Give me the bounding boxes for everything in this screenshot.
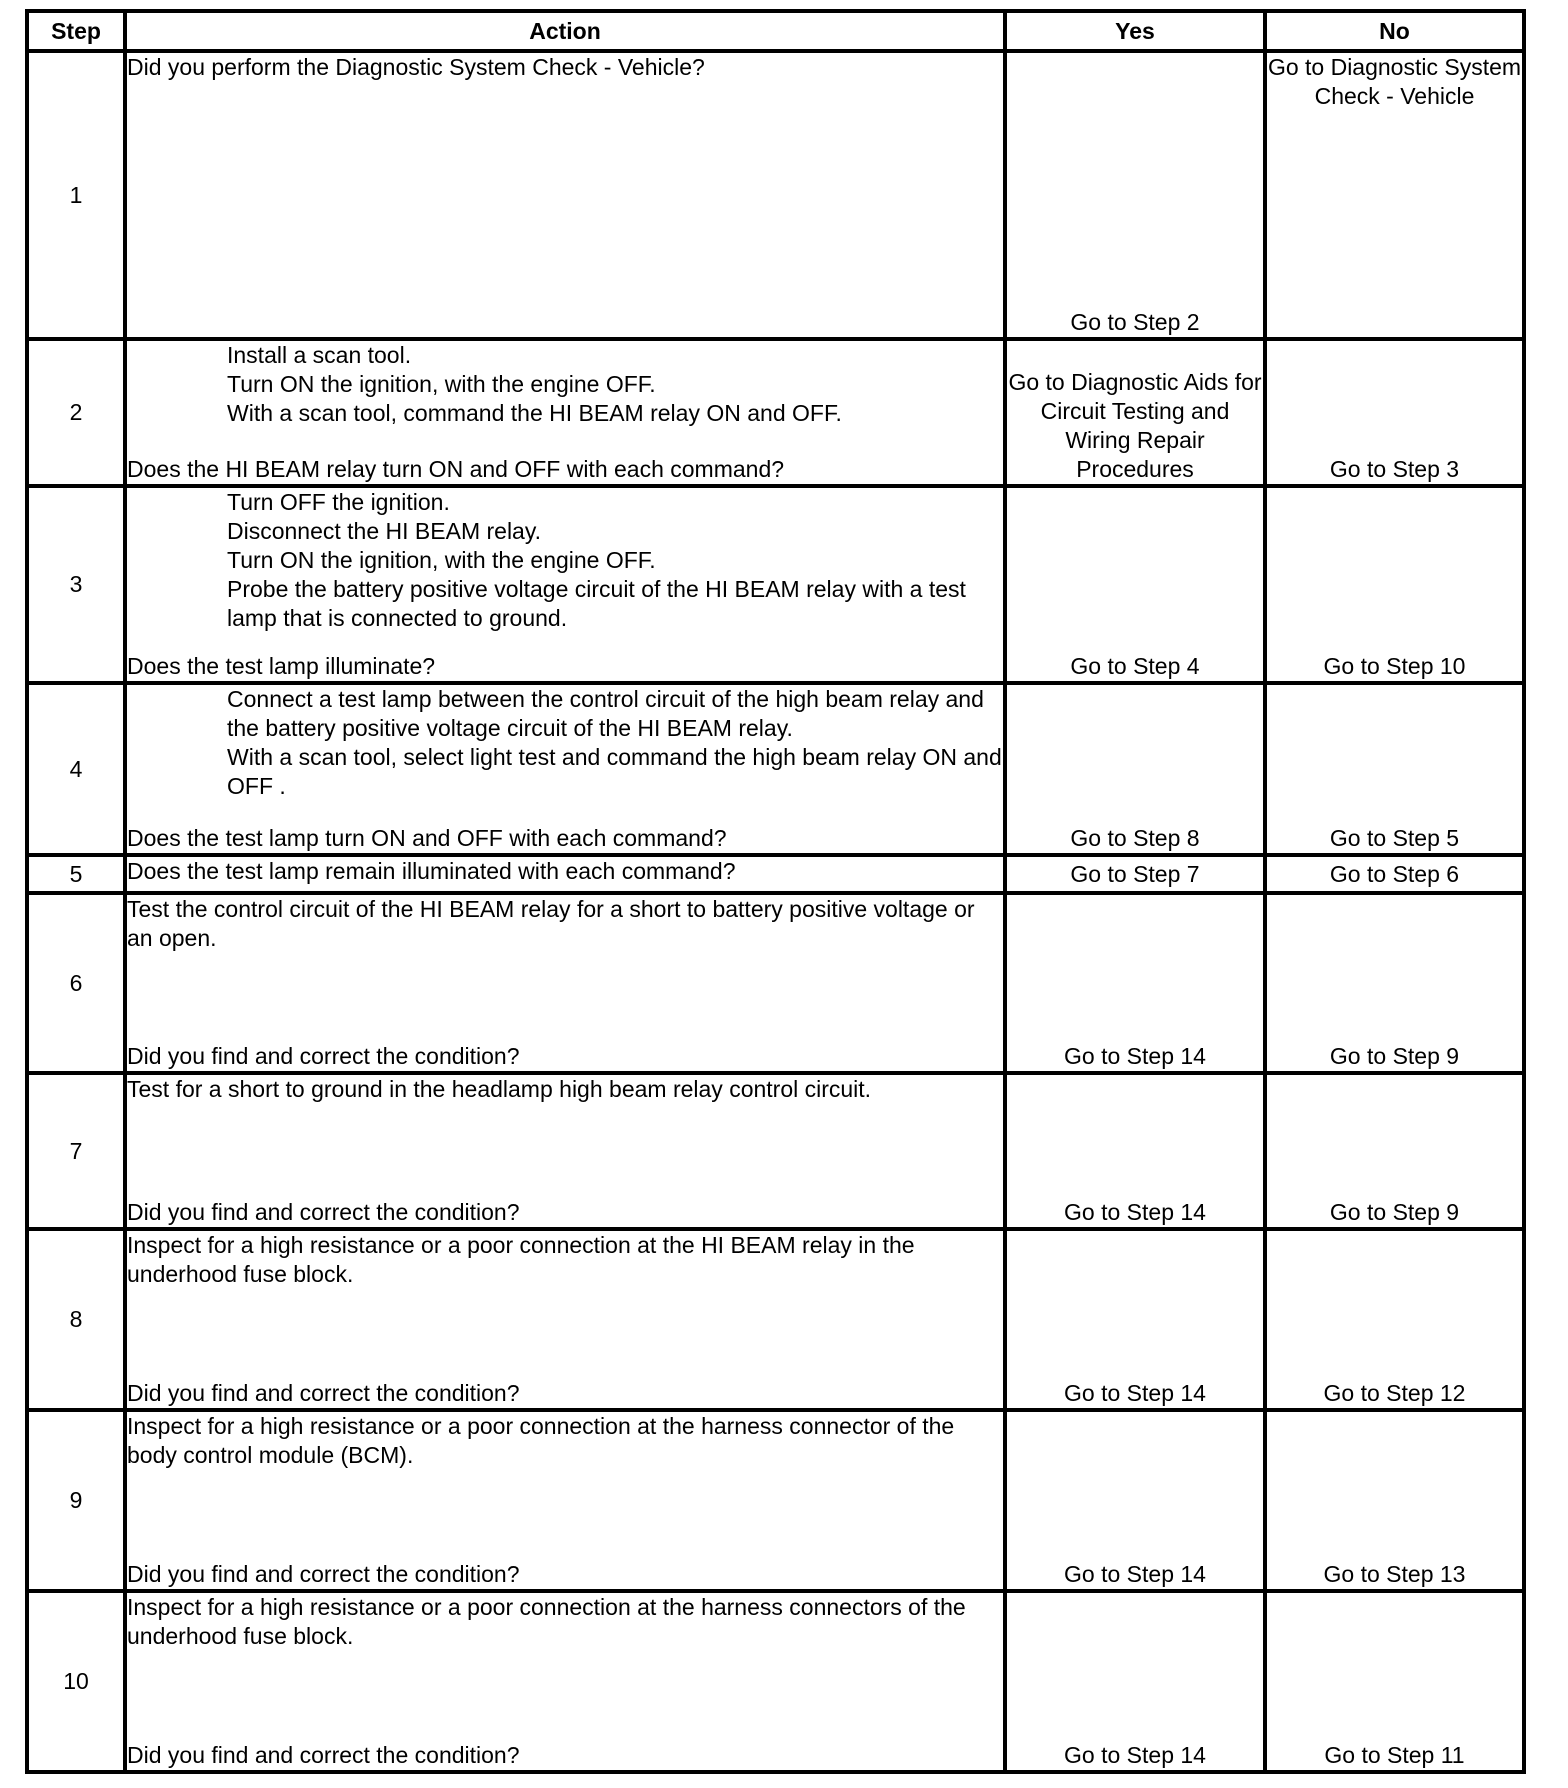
action-cell (125, 51, 1005, 339)
action-line: Disconnect the HI BEAM relay. (227, 518, 542, 544)
action-cell (125, 1591, 1005, 1772)
action-content (127, 488, 1003, 681)
action-text: Inspect for a high resistance or a poor connection at the harness connectors of the underhood fuse block. (127, 1594, 966, 1649)
action-cell (125, 683, 1005, 855)
action-line: Probe the battery positive voltage circuit of the HI BEAM relay with a test lamp that is connected to ground. (227, 576, 966, 631)
step-number: 4 (27, 683, 125, 855)
no-result: Go to Step 11 (1265, 1591, 1524, 1772)
table-row (27, 1410, 1524, 1591)
action-question: Did you find and correct the condition? (127, 1043, 520, 1069)
action-question: Did you find and correct the condition? (127, 1199, 520, 1225)
action-cell (125, 339, 1005, 486)
action-text: Did you perform the Diagnostic System Check - Vehicle? (127, 54, 705, 80)
no-result: Go to Step 3 (1265, 339, 1524, 486)
action-question: Does the test lamp illuminate? (127, 653, 436, 679)
yes-result: Go to Step 2 (1005, 51, 1265, 339)
table-row (27, 339, 1524, 486)
action-line: With a scan tool, select light test and command the high beam relay ON and OFF . (227, 744, 1002, 799)
table-row (27, 486, 1524, 683)
action-question: Does the test lamp turn ON and OFF with each command? (127, 825, 727, 851)
step-number: 10 (27, 1591, 125, 1772)
table-row (27, 1229, 1524, 1410)
action-content (127, 1231, 1003, 1408)
action-content (127, 1075, 1003, 1227)
step-number: 1 (27, 51, 125, 339)
header-action: Action (125, 11, 1005, 51)
action-text: Test the control circuit of the HI BEAM relay for a short to battery positive voltage or an open. (127, 896, 975, 951)
diagnostic-table (25, 9, 1526, 1774)
table-row (27, 893, 1524, 1073)
yes-result: Go to Step 14 (1005, 1073, 1265, 1229)
table-row (27, 1591, 1524, 1772)
action-question: Did you find and correct the condition? (127, 1380, 520, 1406)
action-steps (127, 685, 1003, 801)
table-row (27, 1073, 1524, 1229)
action-line: Connect a test lamp between the control circuit of the high beam relay and the battery positive voltage circuit of the HI BEAM relay. (227, 686, 984, 741)
no-result: Go to Step 13 (1265, 1410, 1524, 1591)
action-line: Install a scan tool. (227, 342, 412, 368)
no-result: Go to Step 12 (1265, 1229, 1524, 1410)
yes-result: Go to Step 4 (1005, 486, 1265, 683)
action-text: Test for a short to ground in the headlamp high beam relay control circuit. (127, 1076, 872, 1102)
no-result: Go to Step 9 (1265, 893, 1524, 1073)
action-text: Does the test lamp remain illuminated with each command? (127, 858, 736, 884)
table-row (27, 855, 1524, 893)
action-steps (127, 341, 1003, 428)
header-step: Step (27, 11, 125, 51)
table-row (27, 683, 1524, 855)
step-number: 8 (27, 1229, 125, 1410)
action-question: Did you find and correct the condition? (127, 1561, 520, 1587)
no-result: Go to Step 5 (1265, 683, 1524, 855)
action-cell (125, 1410, 1005, 1591)
yes-result: Go to Step 7 (1005, 855, 1265, 893)
yes-result: Go to Step 14 (1005, 1229, 1265, 1410)
action-content (127, 895, 1003, 1071)
yes-result: Go to Step 14 (1005, 893, 1265, 1073)
action-question: Did you find and correct the condition? (127, 1742, 520, 1768)
no-result: Go to Diagnostic System Check - Vehicle (1265, 51, 1524, 339)
yes-result: Go to Step 8 (1005, 683, 1265, 855)
step-number: 7 (27, 1073, 125, 1229)
table-row (27, 51, 1524, 339)
yes-result: Go to Diagnostic Aids for Circuit Testing and Wiring Repair Procedures (1005, 339, 1265, 486)
action-text: Inspect for a high resistance or a poor connection at the HI BEAM relay in the underhood fuse block. (127, 1232, 915, 1287)
yes-result: Go to Step 14 (1005, 1410, 1265, 1591)
action-steps (127, 488, 1003, 633)
action-line: With a scan tool, command the HI BEAM relay ON and OFF. (227, 400, 842, 426)
action-cell (125, 893, 1005, 1073)
no-result: Go to Step 9 (1265, 1073, 1524, 1229)
no-result: Go to Step 6 (1265, 855, 1524, 893)
action-question: Does the HI BEAM relay turn ON and OFF with each command? (127, 456, 785, 482)
action-content (127, 1412, 1003, 1589)
action-text: Inspect for a high resistance or a poor connection at the harness connector of the body control module (BCM). (127, 1413, 955, 1468)
yes-result: Go to Step 14 (1005, 1591, 1265, 1772)
action-line: Turn ON the ignition, with the engine OFF. (227, 371, 656, 397)
action-cell (125, 486, 1005, 683)
step-number: 9 (27, 1410, 125, 1591)
action-cell (125, 1073, 1005, 1229)
action-content (127, 1593, 1003, 1770)
action-cell (125, 855, 1005, 893)
header-yes: Yes (1005, 11, 1265, 51)
action-line: Turn ON the ignition, with the engine OFF. (227, 547, 656, 573)
step-number: 5 (27, 855, 125, 893)
step-number: 6 (27, 893, 125, 1073)
step-number: 2 (27, 339, 125, 486)
header-no: No (1265, 11, 1524, 51)
action-cell (125, 1229, 1005, 1410)
action-content (127, 341, 1003, 484)
step-number: 3 (27, 486, 125, 683)
action-line: Turn OFF the ignition. (227, 489, 450, 515)
no-result: Go to Step 10 (1265, 486, 1524, 683)
action-content (127, 685, 1003, 853)
header-row (27, 11, 1524, 51)
